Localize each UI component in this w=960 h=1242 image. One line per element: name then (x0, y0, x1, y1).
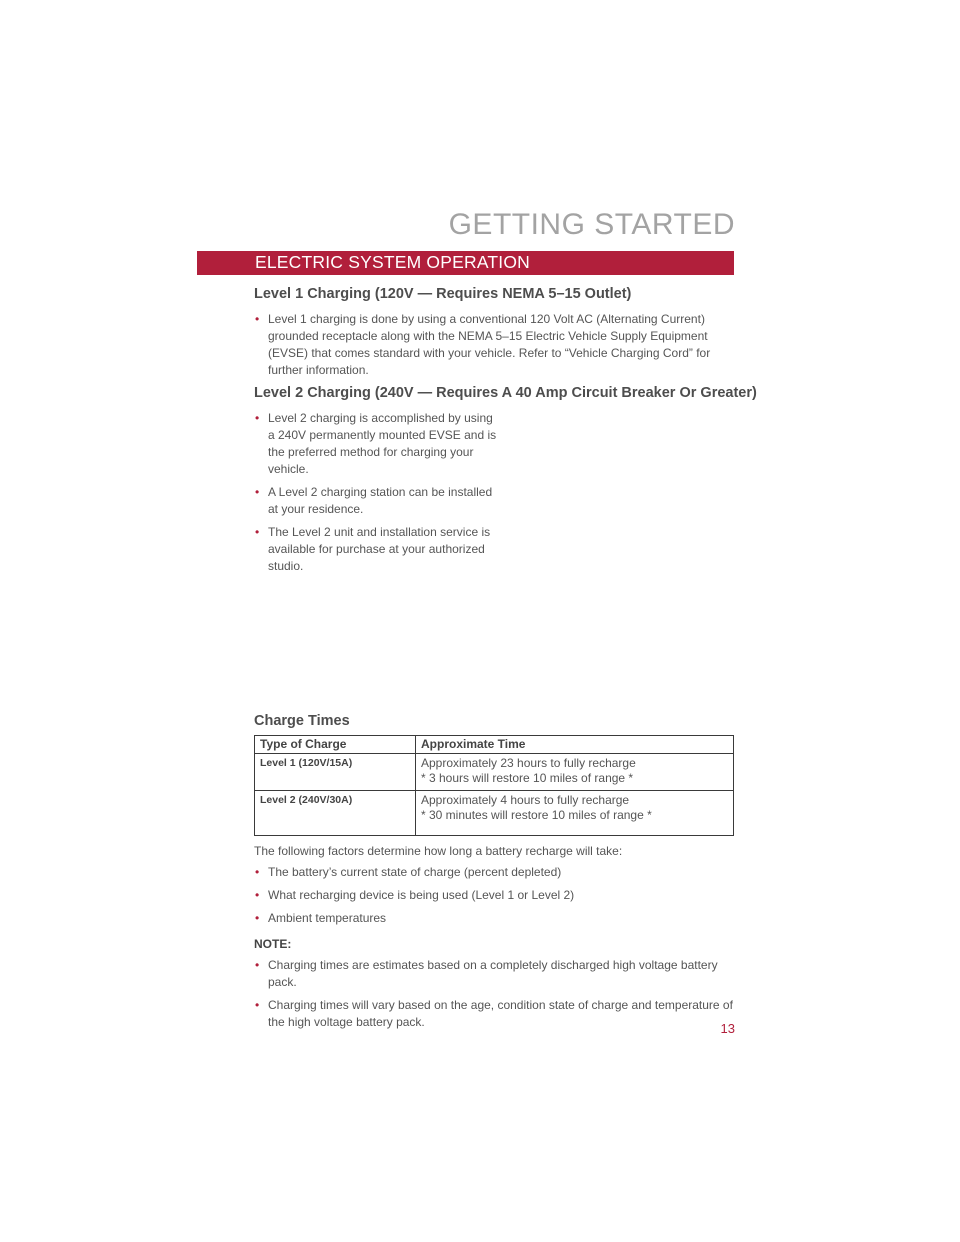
section-title-bar (197, 251, 734, 275)
column-header: Approximate Time (416, 736, 734, 754)
level1-section (254, 286, 734, 385)
list-item-text: A Level 2 charging station can be installed at your residence. (268, 485, 493, 516)
list-item (254, 957, 734, 991)
list-item (254, 311, 723, 379)
charge-type-cell: Level 2 (240V/30A) (255, 791, 416, 836)
time-line: * 30 minutes will restore 10 miles of range * (421, 808, 652, 822)
approx-time-cell (416, 754, 734, 791)
list-item-text: The Level 2 unit and installation service is available for purchase at your authorized studio. (268, 525, 491, 573)
bullet-icon: • (255, 411, 260, 425)
note-label: NOTE: (254, 937, 292, 951)
charge-times-section (254, 713, 734, 1037)
approx-time-cell (416, 791, 734, 836)
time-line: Approximately 4 hours to fully recharge (421, 793, 630, 807)
charge-times-table (254, 735, 734, 836)
level2-section (254, 385, 757, 581)
list-item-text: Ambient temperatures (268, 911, 387, 925)
list-item-text: Charging times will vary based on the age, condition state of charge and temperature of the high voltage battery pack. (268, 998, 733, 1029)
level1-heading: Level 1 Charging (120V — Requires NEMA 5–15 Outlet) (254, 286, 632, 302)
factors-bullets (254, 864, 734, 927)
bullet-icon: • (255, 998, 260, 1012)
list-item (254, 484, 500, 518)
list-item (254, 910, 734, 927)
column-header: Type of Charge (255, 736, 416, 754)
list-item-text: Level 2 charging is accomplished by using a 240V permanently mounted EVSE and is the preferred method for charging your vehicle. (268, 411, 497, 476)
page-number: 13 (720, 1021, 735, 1036)
factors-intro: The following factors determine how long a battery recharge will take: (254, 844, 623, 858)
bullet-icon: • (255, 865, 260, 879)
list-item (254, 887, 734, 904)
bullet-icon: • (255, 525, 260, 539)
level1-bullets (254, 311, 734, 379)
note-bullets (254, 957, 734, 1031)
section-title: ELECTRIC SYSTEM OPERATION (255, 252, 530, 272)
bullet-icon: • (255, 888, 260, 902)
list-item-text: The battery’s current state of charge (percent depleted) (268, 865, 562, 879)
list-item (254, 524, 500, 575)
list-item (254, 410, 500, 478)
charge-times-heading: Charge Times (254, 713, 350, 729)
list-item (254, 864, 734, 881)
time-line: Approximately 23 hours to fully recharge (421, 756, 636, 770)
bullet-icon: • (255, 958, 260, 972)
chapter-title: GETTING STARTED (448, 208, 735, 241)
table-header-row (255, 736, 734, 754)
charge-type-cell: Level 1 (120V/15A) (255, 754, 416, 791)
time-line: * 3 hours will restore 10 miles of range * (421, 771, 634, 785)
table-row (255, 754, 734, 791)
table-row (255, 791, 734, 836)
list-item-text: Charging times are estimates based on a completely discharged high voltage battery pack. (268, 958, 718, 989)
bullet-icon: • (255, 911, 260, 925)
bullet-icon: • (255, 485, 260, 499)
list-item-text: What recharging device is being used (Level 1 or Level 2) (268, 888, 575, 902)
list-item (254, 997, 734, 1031)
bullet-icon: • (255, 312, 260, 326)
list-item-text: Level 1 charging is done by using a conventional 120 Volt AC (Alternating Current) grounded receptacle along with the NEMA 5–15 Electric Vehicle Supply Equipment (EVSE) that comes standard with your vehicle. Refer to “Vehicle Charging Cord” for further information. (268, 312, 711, 377)
level2-heading: Level 2 Charging (240V — Requires A 40 Amp Circuit Breaker Or Greater) (254, 385, 757, 401)
level2-bullets (254, 410, 734, 575)
